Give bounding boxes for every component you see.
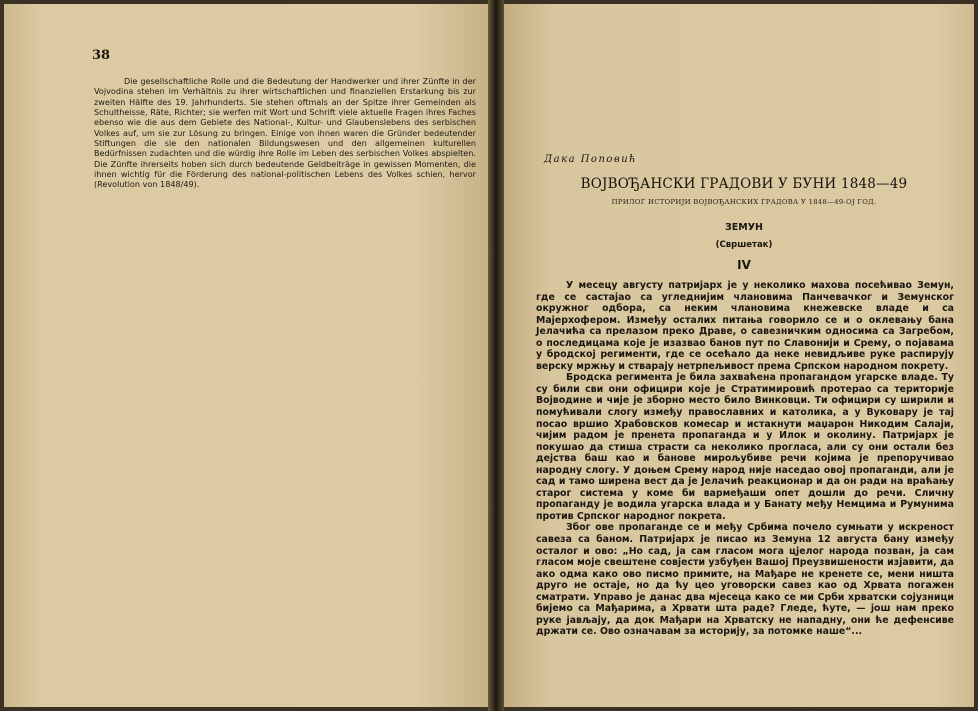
page-number: 38 [92, 48, 111, 63]
article-title: ВОЈВОЂАНСКИ ГРАДОВИ У БУНИ 1848—49 [580, 176, 908, 192]
body-paragraph-2: Бродска регимента је била захваћена пропагандом угарске владе. Ту су били сви они официри које је Стратимировић протерао са територије Војводине и чије је зборно место било Винковци. Ти официри су ширили и помућивали слогу између православних и католика, а у Вуковару је тај посао вршио Храбовсков комесар и истакнути маџарон Никодим Салаји, чијим радом је пренета пропаганда и у Илок и околину. Патријарх је покушао да стиша страсти са неколико проглаcа, али су они остали без дејства баш као и банове мирољубиве речи којима је препоручивао народну слогу. У доњем Срему народ није наседао овој пропаганди, али је сад и тамо ширена вест да је Јелачић реакционар и да он ради на враћању старог система у коме би вармеђаши опет дошли до речи. Сличну пропаганду је водила угарска влада и у Банату међу Немцима и Румунима против Српског народног покрета. [536, 372, 954, 522]
place-heading: ЗЕМУН [725, 222, 763, 233]
book-gutter [488, 0, 504, 711]
right-page [504, 4, 974, 707]
article-author: Дака Поповић [544, 154, 638, 165]
german-paragraph-block [94, 76, 476, 190]
article-body [536, 280, 954, 638]
section-number: IV [737, 258, 751, 272]
left-page [4, 4, 488, 707]
body-paragraph-3: Због ове пропаганде се и међу Србима почело сумњати у искреност савеза са баном. Патријарх је писао из Земуна 12 августа бану између осталог и ово: „Но сад, ја сам гласом мога цјелог народа позван, ја сам гласом моје свештене совјести узбуђен Вашој Преузвишености изјавити, да ако одма како ово писмо примите, на Мађаре не кренете се, мени ништа друго не остаје, но да ћу цео уговорски савез као од Хрвата погажен сматрати. Управо је данас два мјесеца како се ми Срби хрватски сојузници бијемо са Мађарима, а Хрвати шта раде? Гледе, ћуте, — још нам преко руке јављају, да док Мађари на Хрватску не нападну, они ће дефенсиве држати се. Ово означавам за историју, за потомке наше“... [536, 522, 954, 638]
german-paragraph: Die gesellschaftliche Rolle und die Bedeutung der Handwerker und ihrer Zünfte in der Vojvodina stehen im Verhältnis zu ihrer wirtschaftlichen und finanziellen Erstarkung bis zur zweiten Hälfte des 19. Jahrhunderts. Sie stehen oftmals an der Spitze ihrer Gemeinden als Schultheisse, Räte, Richter; sie werfen mit Wort und Schrift viele aktuelle Fragen ihres Faches ebenso wie die aus dem Gebiete des National-, Kultur- und Glaubenslebens des serbischen Volkes auf, um sie zur Lösung zu bringen. Einige von ihnen waren die Gründer bedeutender Stiftungen die sie den nationalen Bildungswesen und den allgemeinen kulturellen Bedürfnissen zudachten und die würdig ihre Rolle im Leben des serbischen Volkes abspielten. Die Zünfte ihrerseits hoben sich durch bedeutende Geldbeiträge in gewissen Momenten, die ihnen wichtig für die Förderung des national-politischen Lebens des Volkes schien, hervor (Revolution von 1848/49). [94, 76, 476, 190]
article-subtitle: ПРИЛОГ ИСТОРИЈИ ВОЈВОЂАНСКИХ ГРАДОВА У 1848—49-ОЈ ГОД. [611, 198, 877, 206]
body-paragraph-1: У месецу августу патријарх је у неколико махова посећивао Земун, где се састајао са угледнијим члановима Панчевачког и Земунског окружног одбора, са неким члановима кнежевске владе и са Мајерхофером. Између осталих питања говорило се и о оклевању бана Јелачића са прелазом преко Драве, о савезничким односима са Загребом, о последицама које је изазвао банов пут по Славонији и Срему, о појавама у бродској регименти, где се осећало да неке невидљиве руке распирују верску мржњу и стварају нетрпељивост према Српском народном покрету. [536, 280, 954, 372]
continuation-note: (Свршетак) [715, 240, 773, 250]
